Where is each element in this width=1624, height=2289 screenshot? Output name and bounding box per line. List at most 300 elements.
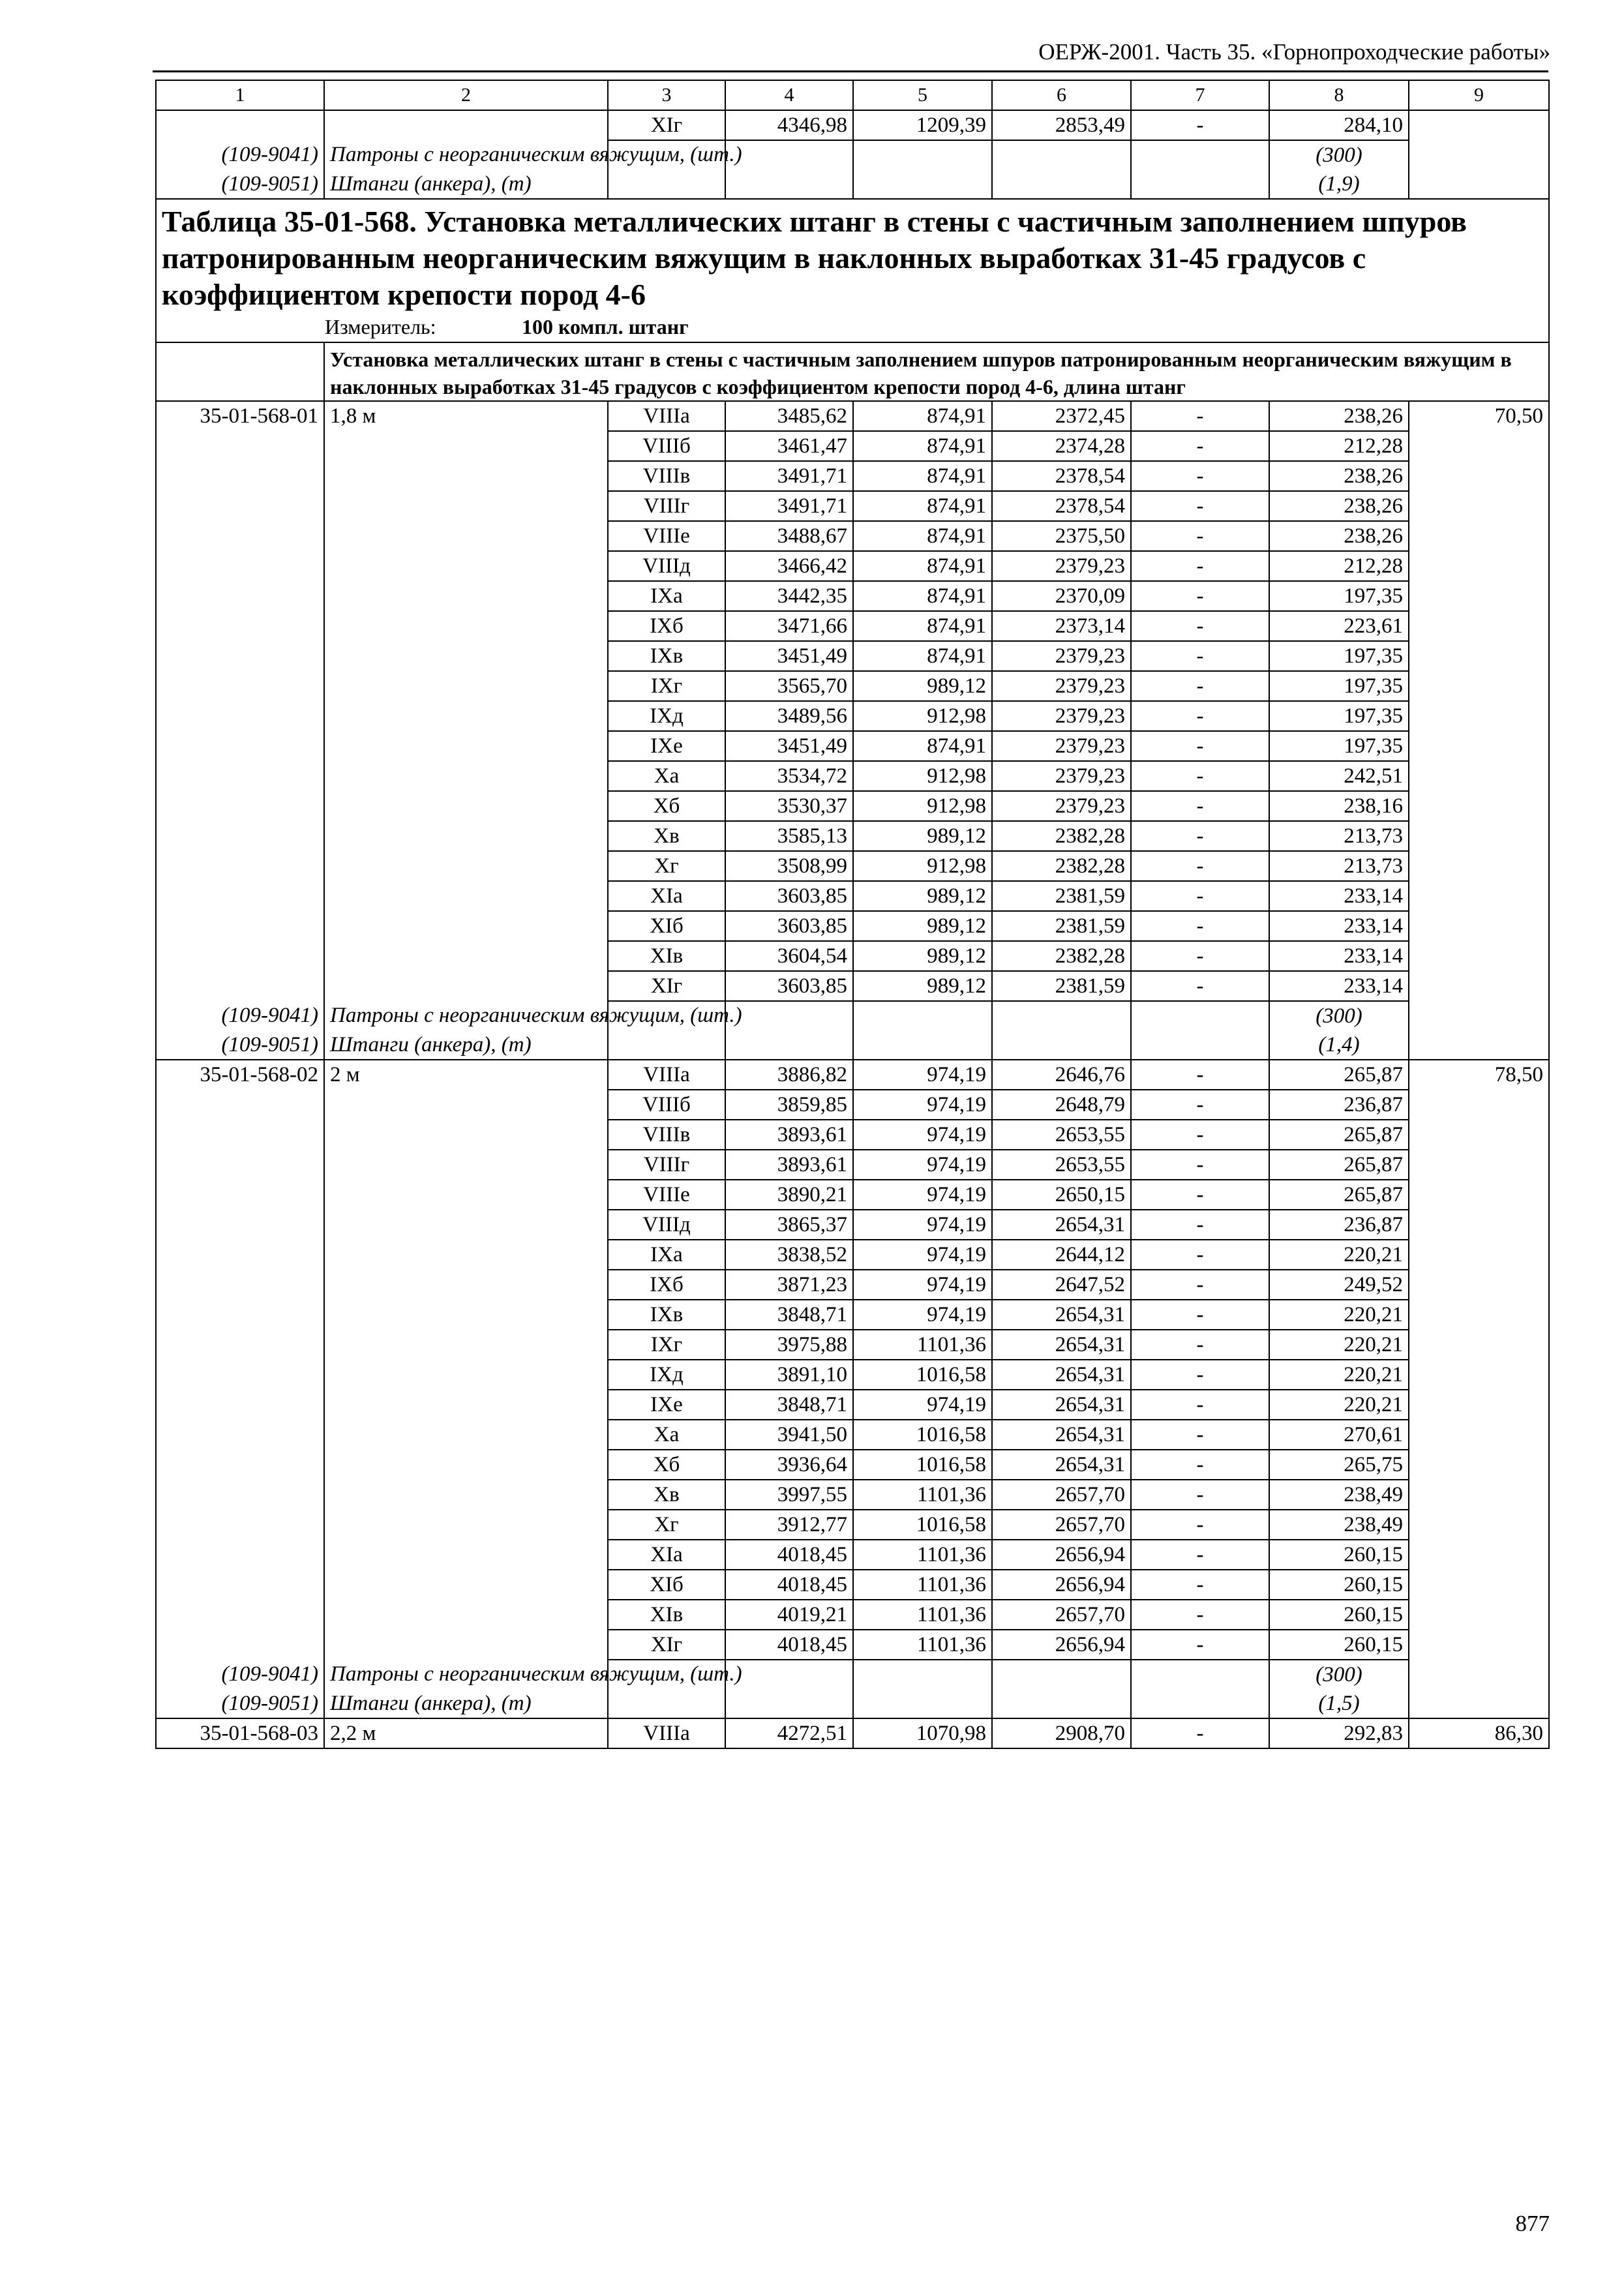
cell-materials: 233,14 (1269, 911, 1409, 941)
cell-materials: 197,35 (1269, 701, 1409, 731)
cell-labor: 974,19 (853, 1090, 992, 1120)
cell-materials: 212,28 (1269, 551, 1409, 581)
table-row (156, 701, 1549, 731)
cell-col7: - (1131, 761, 1269, 791)
cell-materials: 265,87 (1269, 1150, 1409, 1180)
cell-col7: - (1131, 671, 1269, 701)
cell-materials: 233,14 (1269, 941, 1409, 971)
cell-machines: 2379,23 (992, 731, 1131, 761)
cell-labor: 974,19 (853, 1210, 992, 1240)
cell-machines: 2379,23 (992, 701, 1131, 731)
bolt-length: 2 м (324, 1060, 608, 1090)
estimate-table (155, 80, 1550, 1749)
cell-machines: 2654,31 (992, 1420, 1131, 1450)
cell-labor: 874,91 (853, 641, 992, 671)
resource-qty: (300) (1269, 1660, 1409, 1689)
cell-total: 3565,70 (725, 671, 853, 701)
resource-row (156, 140, 1549, 170)
resource-code: (109-9041) (156, 140, 324, 170)
cell-materials: 260,15 (1269, 1570, 1409, 1600)
cell-labor: 1101,36 (853, 1480, 992, 1510)
cell-machines: 2653,55 (992, 1150, 1131, 1180)
cell-materials: 213,73 (1269, 821, 1409, 851)
resource-qty: (300) (1269, 140, 1409, 170)
cell-total: 3530,37 (725, 791, 853, 821)
rock-category: IXг (608, 1330, 725, 1360)
cell-labor: 974,19 (853, 1120, 992, 1150)
cell-col9: 78,50 (1409, 1060, 1549, 1090)
cell-total: 3491,71 (725, 461, 853, 491)
cell-total: 3997,55 (725, 1480, 853, 1510)
cell-materials: 284,10 (1269, 110, 1409, 140)
column-number-row (156, 80, 1549, 110)
table-row (156, 491, 1549, 521)
cell-labor: 974,19 (853, 1390, 992, 1420)
table-title-row (156, 199, 1549, 342)
cell-labor: 874,91 (853, 401, 992, 431)
cell-col7: - (1131, 431, 1269, 461)
cell-labor: 912,98 (853, 851, 992, 881)
cell-machines: 2653,55 (992, 1120, 1131, 1150)
cell-materials: 265,87 (1269, 1120, 1409, 1150)
rock-category: IXб (608, 1270, 725, 1300)
cell-total: 3848,71 (725, 1300, 853, 1330)
cell-materials: 197,35 (1269, 671, 1409, 701)
resource-row (156, 1660, 1549, 1689)
rock-category: Xб (608, 791, 725, 821)
cell-col7: - (1131, 491, 1269, 521)
cell-materials: 197,35 (1269, 581, 1409, 611)
cell-col7: - (1131, 1150, 1269, 1180)
table-row (156, 941, 1549, 971)
cell-machines: 2654,31 (992, 1360, 1131, 1390)
resource-name: Штанги (анкера), (т) (324, 1030, 608, 1060)
cell-machines: 2381,59 (992, 971, 1131, 1001)
cell-labor: 874,91 (853, 521, 992, 551)
rock-category: XIв (608, 1600, 725, 1630)
table-row (156, 1330, 1549, 1360)
cell-labor: 1101,36 (853, 1330, 992, 1360)
column-number: 8 (1269, 80, 1409, 110)
cell-total: 3603,85 (725, 971, 853, 1001)
cell-total: 3893,61 (725, 1120, 853, 1150)
cell-col7: - (1131, 731, 1269, 761)
column-number: 9 (1409, 80, 1549, 110)
rock-category: VIIIа (608, 1060, 725, 1090)
rock-category: XIа (608, 881, 725, 911)
cell-machines: 2646,76 (992, 1060, 1131, 1090)
cell-machines: 2370,09 (992, 581, 1131, 611)
cell-total: 4018,45 (725, 1570, 853, 1600)
table-row (156, 911, 1549, 941)
cell-labor: 1101,36 (853, 1540, 992, 1570)
column-number: 6 (992, 80, 1131, 110)
running-header: ОЕРЖ-2001. Часть 35. «Горнопроходческие работы» (1038, 39, 1550, 65)
table-row (156, 761, 1549, 791)
rate-code: 35-01-568-03 (156, 1718, 324, 1748)
cell-labor: 974,19 (853, 1180, 992, 1210)
cell-machines: 2654,31 (992, 1330, 1131, 1360)
cell-labor: 874,91 (853, 581, 992, 611)
cell-col7: - (1131, 1270, 1269, 1300)
cell-total: 3890,21 (725, 1180, 853, 1210)
table-row (156, 1420, 1549, 1450)
rock-category: Xг (608, 851, 725, 881)
cell-col7: - (1131, 1420, 1269, 1450)
cell-col7: - (1131, 1330, 1269, 1360)
rock-category: IXб (608, 611, 725, 641)
cell-total: 4346,98 (725, 110, 853, 140)
table-row (156, 1090, 1549, 1120)
rock-category: VIIIб (608, 431, 725, 461)
cell-col7: - (1131, 581, 1269, 611)
cell-machines: 2379,23 (992, 761, 1131, 791)
cell-materials: 238,49 (1269, 1510, 1409, 1540)
table-row (156, 1240, 1549, 1270)
cell-machines: 2382,28 (992, 821, 1131, 851)
cell-labor: 1016,58 (853, 1360, 992, 1390)
rock-category: VIIIг (608, 1150, 725, 1180)
cell-labor: 874,91 (853, 611, 992, 641)
cell-materials: 238,49 (1269, 1480, 1409, 1510)
cell-machines: 2382,28 (992, 851, 1131, 881)
cell-total: 3466,42 (725, 551, 853, 581)
cell-materials: 220,21 (1269, 1240, 1409, 1270)
cell-col7: - (1131, 1570, 1269, 1600)
cell-col7: - (1131, 1510, 1269, 1540)
cell-total: 4018,45 (725, 1630, 853, 1660)
table-row (156, 1120, 1549, 1150)
table-row (156, 1180, 1549, 1210)
cell-col7: - (1131, 851, 1269, 881)
cell-labor: 974,19 (853, 1270, 992, 1300)
resource-row (156, 1001, 1549, 1030)
cell-machines: 2654,31 (992, 1390, 1131, 1420)
rock-category: VIIIв (608, 1120, 725, 1150)
rock-category: VIIIд (608, 1210, 725, 1240)
table-subtitle: Установка металлических штанг в стены с частичным заполнением шпуров патронированным неорганическим вяжущим в наклонных выработках 31-45 градусов с коэффициентом крепости пород 4-6, длина штанг (330, 348, 1512, 398)
cell-labor: 1016,58 (853, 1420, 992, 1450)
cell-total: 3941,50 (725, 1420, 853, 1450)
rock-category: XIг (608, 1630, 725, 1660)
table-row (156, 1600, 1549, 1630)
table-row (156, 1540, 1549, 1570)
table-row (156, 791, 1549, 821)
resource-name: Патроны с неорганическим вяжущим, (шт.) (324, 140, 608, 170)
cell-col7: - (1131, 701, 1269, 731)
cell-labor: 874,91 (853, 431, 992, 461)
cell-machines: 2656,94 (992, 1630, 1131, 1660)
bolt-length: 2,2 м (324, 1718, 608, 1748)
rock-category: VIIIв (608, 461, 725, 491)
table-row (156, 401, 1549, 431)
cell-labor: 974,19 (853, 1060, 992, 1090)
cell-col7: - (1131, 1600, 1269, 1630)
cell-labor: 989,12 (853, 941, 992, 971)
cell-machines: 2650,15 (992, 1180, 1131, 1210)
cell-materials: 270,61 (1269, 1420, 1409, 1450)
cell-machines: 2657,70 (992, 1600, 1131, 1630)
cell-total: 3893,61 (725, 1150, 853, 1180)
cell-total: 3865,37 (725, 1210, 853, 1240)
cell-machines: 2382,28 (992, 941, 1131, 971)
cell-col7: - (1131, 1390, 1269, 1420)
cell-total: 3912,77 (725, 1510, 853, 1540)
rock-category: IXа (608, 581, 725, 611)
cell-labor: 1070,98 (853, 1718, 992, 1748)
cell-materials: 238,26 (1269, 521, 1409, 551)
cell-materials: 238,26 (1269, 401, 1409, 431)
table-row (156, 551, 1549, 581)
table-row (156, 1150, 1549, 1180)
resource-code: (109-9051) (156, 1689, 324, 1718)
rock-category: IXд (608, 701, 725, 731)
cell-total: 3488,67 (725, 521, 853, 551)
rock-category: XIа (608, 1540, 725, 1570)
cell-labor: 989,12 (853, 821, 992, 851)
resource-code: (109-9041) (156, 1001, 324, 1030)
cell-labor: 1209,39 (853, 110, 992, 140)
cell-col7: - (1131, 1180, 1269, 1210)
cell-machines: 2657,70 (992, 1480, 1131, 1510)
cell-materials: 260,15 (1269, 1600, 1409, 1630)
cell-materials: 233,14 (1269, 881, 1409, 911)
cell-col7: - (1131, 401, 1269, 431)
cell-col7: - (1131, 1718, 1269, 1748)
cell-labor: 1016,58 (853, 1510, 992, 1540)
resource-name: Патроны с неорганическим вяжущим, (шт.) (324, 1001, 608, 1030)
table-row (156, 851, 1549, 881)
cell-materials: 233,14 (1269, 971, 1409, 1001)
cell-col7: - (1131, 791, 1269, 821)
cell-total: 3871,23 (725, 1270, 853, 1300)
resource-code: (109-9051) (156, 1030, 324, 1060)
rate-code: 35-01-568-02 (156, 1060, 324, 1090)
column-number: 1 (156, 80, 324, 110)
cell-col7: - (1131, 611, 1269, 641)
cell-col7: - (1131, 110, 1269, 140)
table-row (156, 1718, 1549, 1748)
cell-col7: - (1131, 521, 1269, 551)
subtitle-row (156, 342, 1549, 401)
cell-labor: 989,12 (853, 911, 992, 941)
cell-machines: 2381,59 (992, 881, 1131, 911)
column-number: 7 (1131, 80, 1269, 110)
cell-col7: - (1131, 1540, 1269, 1570)
cell-machines: 2381,59 (992, 911, 1131, 941)
column-number: 2 (324, 80, 608, 110)
cell-total: 3534,72 (725, 761, 853, 791)
cell-machines: 2908,70 (992, 1718, 1131, 1748)
table-row (156, 1450, 1549, 1480)
cell-col7: - (1131, 1450, 1269, 1480)
cell-machines: 2372,45 (992, 401, 1131, 431)
cell-labor: 974,19 (853, 1240, 992, 1270)
cell-labor: 974,19 (853, 1300, 992, 1330)
cell-materials: 292,83 (1269, 1718, 1409, 1748)
cell-labor: 989,12 (853, 881, 992, 911)
cell-labor: 1101,36 (853, 1570, 992, 1600)
cell-machines: 2379,23 (992, 551, 1131, 581)
table-row (156, 1510, 1549, 1540)
cell-materials: 220,21 (1269, 1360, 1409, 1390)
cell-total: 3471,66 (725, 611, 853, 641)
table-row (156, 1060, 1549, 1090)
cell-total: 3604,54 (725, 941, 853, 971)
cell-col7: - (1131, 971, 1269, 1001)
cell-materials: 265,87 (1269, 1060, 1409, 1090)
cell-total: 3461,47 (725, 431, 853, 461)
cell-machines: 2644,12 (992, 1240, 1131, 1270)
cell-col9: 70,50 (1409, 401, 1549, 431)
cell-labor: 1016,58 (853, 1450, 992, 1480)
cell-col7: - (1131, 461, 1269, 491)
cell-machines: 2375,50 (992, 521, 1131, 551)
rock-category: Xб (608, 1450, 725, 1480)
rock-category: Xв (608, 1480, 725, 1510)
cell-machines: 2657,70 (992, 1510, 1131, 1540)
cell-col7: - (1131, 1060, 1269, 1090)
rock-category: IXд (608, 1360, 725, 1390)
table-row (156, 461, 1549, 491)
rock-category: VIIIд (608, 551, 725, 581)
cell-materials: 238,26 (1269, 461, 1409, 491)
cell-labor: 874,91 (853, 551, 992, 581)
table-row (156, 1480, 1549, 1510)
cell-total: 3485,62 (725, 401, 853, 431)
cell-total: 3975,88 (725, 1330, 853, 1360)
cell-materials: 197,35 (1269, 731, 1409, 761)
rock-category: Xг (608, 1510, 725, 1540)
cell-materials: 265,75 (1269, 1450, 1409, 1480)
cell-labor: 874,91 (853, 731, 992, 761)
table-row (156, 1210, 1549, 1240)
cell-total: 3491,71 (725, 491, 853, 521)
cell-materials: 220,21 (1269, 1300, 1409, 1330)
table-title: Таблица 35-01-568. Установка металлических штанг в стены с частичным заполнением шпуров патронированным неорганическим вяжущим в наклонных выработках 31-45 градусов с коэффициентом крепости пород 4-6 (162, 205, 1467, 311)
cell-machines: 2656,94 (992, 1570, 1131, 1600)
cell-total: 3859,85 (725, 1090, 853, 1120)
table-row (156, 881, 1549, 911)
table-row (156, 821, 1549, 851)
cell-machines: 2373,14 (992, 611, 1131, 641)
cell-machines: 2374,28 (992, 431, 1131, 461)
rock-category: IXв (608, 641, 725, 671)
cell-materials: 238,16 (1269, 791, 1409, 821)
cell-total: 3603,85 (725, 881, 853, 911)
cell-total: 3891,10 (725, 1360, 853, 1390)
rock-category: Xа (608, 761, 725, 791)
resource-qty: (1,5) (1269, 1689, 1409, 1718)
cell-col7: - (1131, 1630, 1269, 1660)
cell-labor: 912,98 (853, 701, 992, 731)
table-row (156, 641, 1549, 671)
table-row (156, 1630, 1549, 1660)
cell-col7: - (1131, 821, 1269, 851)
cell-machines: 2647,52 (992, 1270, 1131, 1300)
cell-col7: - (1131, 881, 1269, 911)
cell-col7: - (1131, 1210, 1269, 1240)
column-number: 4 (725, 80, 853, 110)
cell-machines: 2379,23 (992, 791, 1131, 821)
cell-materials: 236,87 (1269, 1090, 1409, 1120)
cell-machines: 2648,79 (992, 1090, 1131, 1120)
cell-total: 3451,49 (725, 641, 853, 671)
resource-qty: (300) (1269, 1001, 1409, 1030)
table-row (156, 581, 1549, 611)
cell-col7: - (1131, 1090, 1269, 1120)
cell-labor: 1101,36 (853, 1630, 992, 1660)
cell-col7: - (1131, 1480, 1269, 1510)
table-row (156, 611, 1549, 641)
rock-category: VIIIе (608, 1180, 725, 1210)
resource-qty: (1,4) (1269, 1030, 1409, 1060)
cell-materials: 220,21 (1269, 1330, 1409, 1360)
rock-category: IXе (608, 731, 725, 761)
cell-machines: 2378,54 (992, 491, 1131, 521)
cell-materials: 260,15 (1269, 1630, 1409, 1660)
table-row (156, 1270, 1549, 1300)
measure-label: Измеритель: (325, 315, 436, 338)
cell-materials: 212,28 (1269, 431, 1409, 461)
measure-value: 100 компл. штанг (522, 315, 689, 338)
table-row (156, 971, 1549, 1001)
cell-total: 3848,71 (725, 1390, 853, 1420)
table-row (156, 1570, 1549, 1600)
cell-col7: - (1131, 1300, 1269, 1330)
rock-category: IXг (608, 671, 725, 701)
cell-col9: 86,30 (1409, 1718, 1549, 1748)
cell-labor: 912,98 (853, 791, 992, 821)
rock-category: VIIIе (608, 521, 725, 551)
cell-materials: 260,15 (1269, 1540, 1409, 1570)
cell-machines: 2379,23 (992, 671, 1131, 701)
rock-category: IXе (608, 1390, 725, 1420)
cell-machines: 2853,49 (992, 110, 1131, 140)
cell-total: 3489,56 (725, 701, 853, 731)
cell-machines: 2654,31 (992, 1450, 1131, 1480)
table-row (156, 1300, 1549, 1330)
resource-row (156, 1030, 1549, 1060)
cell-labor: 874,91 (853, 461, 992, 491)
cell-total: 3936,64 (725, 1450, 853, 1480)
cell-total: 3508,99 (725, 851, 853, 881)
resource-name: Патроны с неорганическим вяжущим, (шт.) (324, 1660, 608, 1689)
rock-category: Xа (608, 1420, 725, 1450)
resource-qty: (1,9) (1269, 170, 1409, 199)
rock-category: IXв (608, 1300, 725, 1330)
rock-category: XIг (608, 110, 725, 140)
cell-total: 3838,52 (725, 1240, 853, 1270)
cell-materials: 213,73 (1269, 851, 1409, 881)
rock-category: XIв (608, 941, 725, 971)
cell-total: 3451,49 (725, 731, 853, 761)
table-row (156, 731, 1549, 761)
cell-total: 3442,35 (725, 581, 853, 611)
cell-total: 3585,13 (725, 821, 853, 851)
cell-total: 4018,45 (725, 1540, 853, 1570)
table-row (156, 521, 1549, 551)
cell-total: 4019,21 (725, 1600, 853, 1630)
resource-code: (109-9051) (156, 170, 324, 199)
cell-col7: - (1131, 911, 1269, 941)
cell-labor: 874,91 (853, 491, 992, 521)
table-body (156, 80, 1549, 1748)
cell-col7: - (1131, 941, 1269, 971)
table-row (156, 1390, 1549, 1420)
bolt-length: 1,8 м (324, 401, 608, 431)
resource-row (156, 1689, 1549, 1718)
